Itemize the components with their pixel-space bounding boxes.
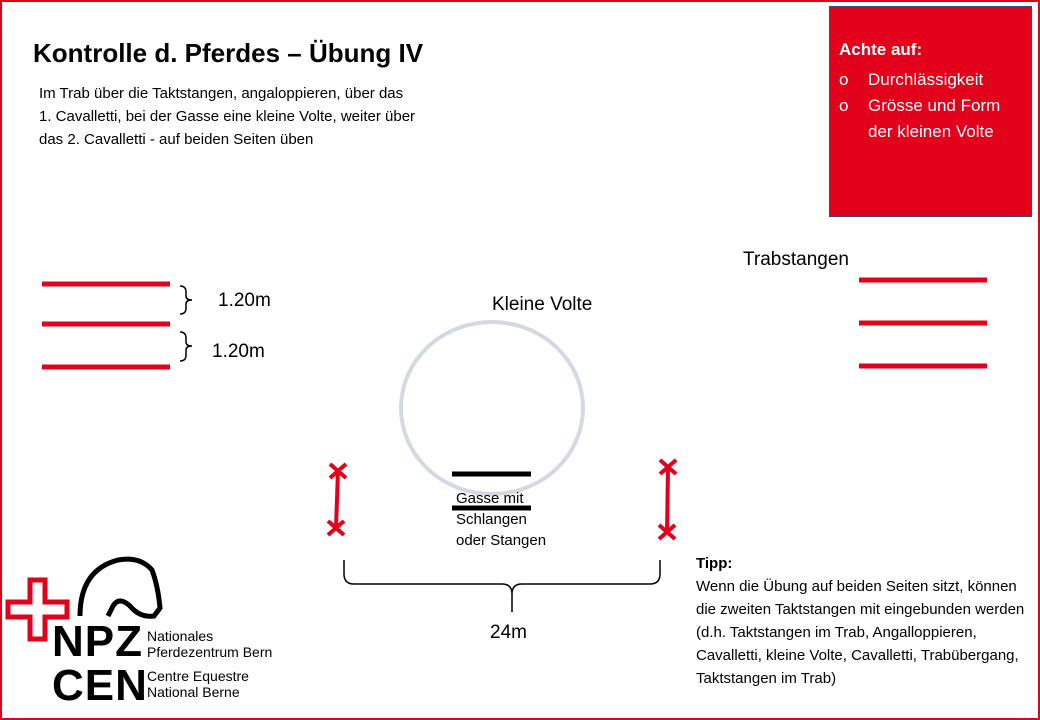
total-distance-label: 24m — [490, 622, 527, 643]
logo-npz: NPZ — [52, 617, 143, 666]
logo-sub-3: Centre Equestre — [147, 668, 249, 684]
cavalletti-right — [659, 460, 676, 539]
logo-sub-1: Nationales — [147, 628, 214, 644]
gasse-label-line: Gasse mit — [456, 490, 524, 507]
attention-title: Achte auf: — [839, 40, 923, 59]
distance-brace-2 — [180, 332, 192, 361]
distance-brace-24m — [344, 560, 660, 612]
tip-text: Wenn die Übung auf beiden Seiten sitzt, können die zweiten Taktstangen mit eingebunden werden (d.h. Taktstangen im Trab, Angalloppieren, Cavalletti, kleine Volte, Cavalletti, Trabübergang, Taktstangen im Trab) — [696, 578, 1025, 687]
bullet-icon: o — [839, 70, 849, 89]
tip-box — [696, 552, 1036, 690]
gasse-label-line: oder Stangen — [456, 532, 547, 549]
gasse-label-line: Schlangen — [456, 511, 527, 528]
cavalletti-left — [328, 464, 346, 535]
distance-brace-1 — [180, 286, 192, 314]
attention-item-label: Grösse und Form — [868, 96, 1001, 115]
logo-cen: CEN — [52, 661, 148, 710]
bullet-icon: o — [839, 96, 849, 115]
tip-title: Tipp: — [696, 555, 733, 572]
attention-item-label-cont: der kleinen Volte — [868, 122, 994, 141]
horse-head-icon — [80, 559, 160, 616]
attention-item-label: Durchlässigkeit — [868, 70, 984, 89]
gasse-label — [456, 488, 546, 551]
volte-circle — [401, 322, 583, 494]
logo-sub-4: National Berne — [147, 684, 240, 700]
distance-label-2: 1.20m — [212, 341, 265, 362]
distance-label-1: 1.20m — [218, 290, 271, 311]
trabstangen-label: Trabstangen — [743, 249, 849, 270]
exercise-description: Im Trab über die Taktstangen, angaloppieren, über das 1. Cavalletti, bei der Gasse eine kleine Volte, weiter über das 2. Cavalletti - auf beiden Seiten üben — [39, 85, 416, 148]
page-title: Kontrolle d. Pferdes – Übung IV — [33, 38, 424, 68]
volte-label: Kleine Volte — [492, 294, 593, 315]
logo-sub-2: Pferdezentrum Bern — [147, 644, 273, 660]
